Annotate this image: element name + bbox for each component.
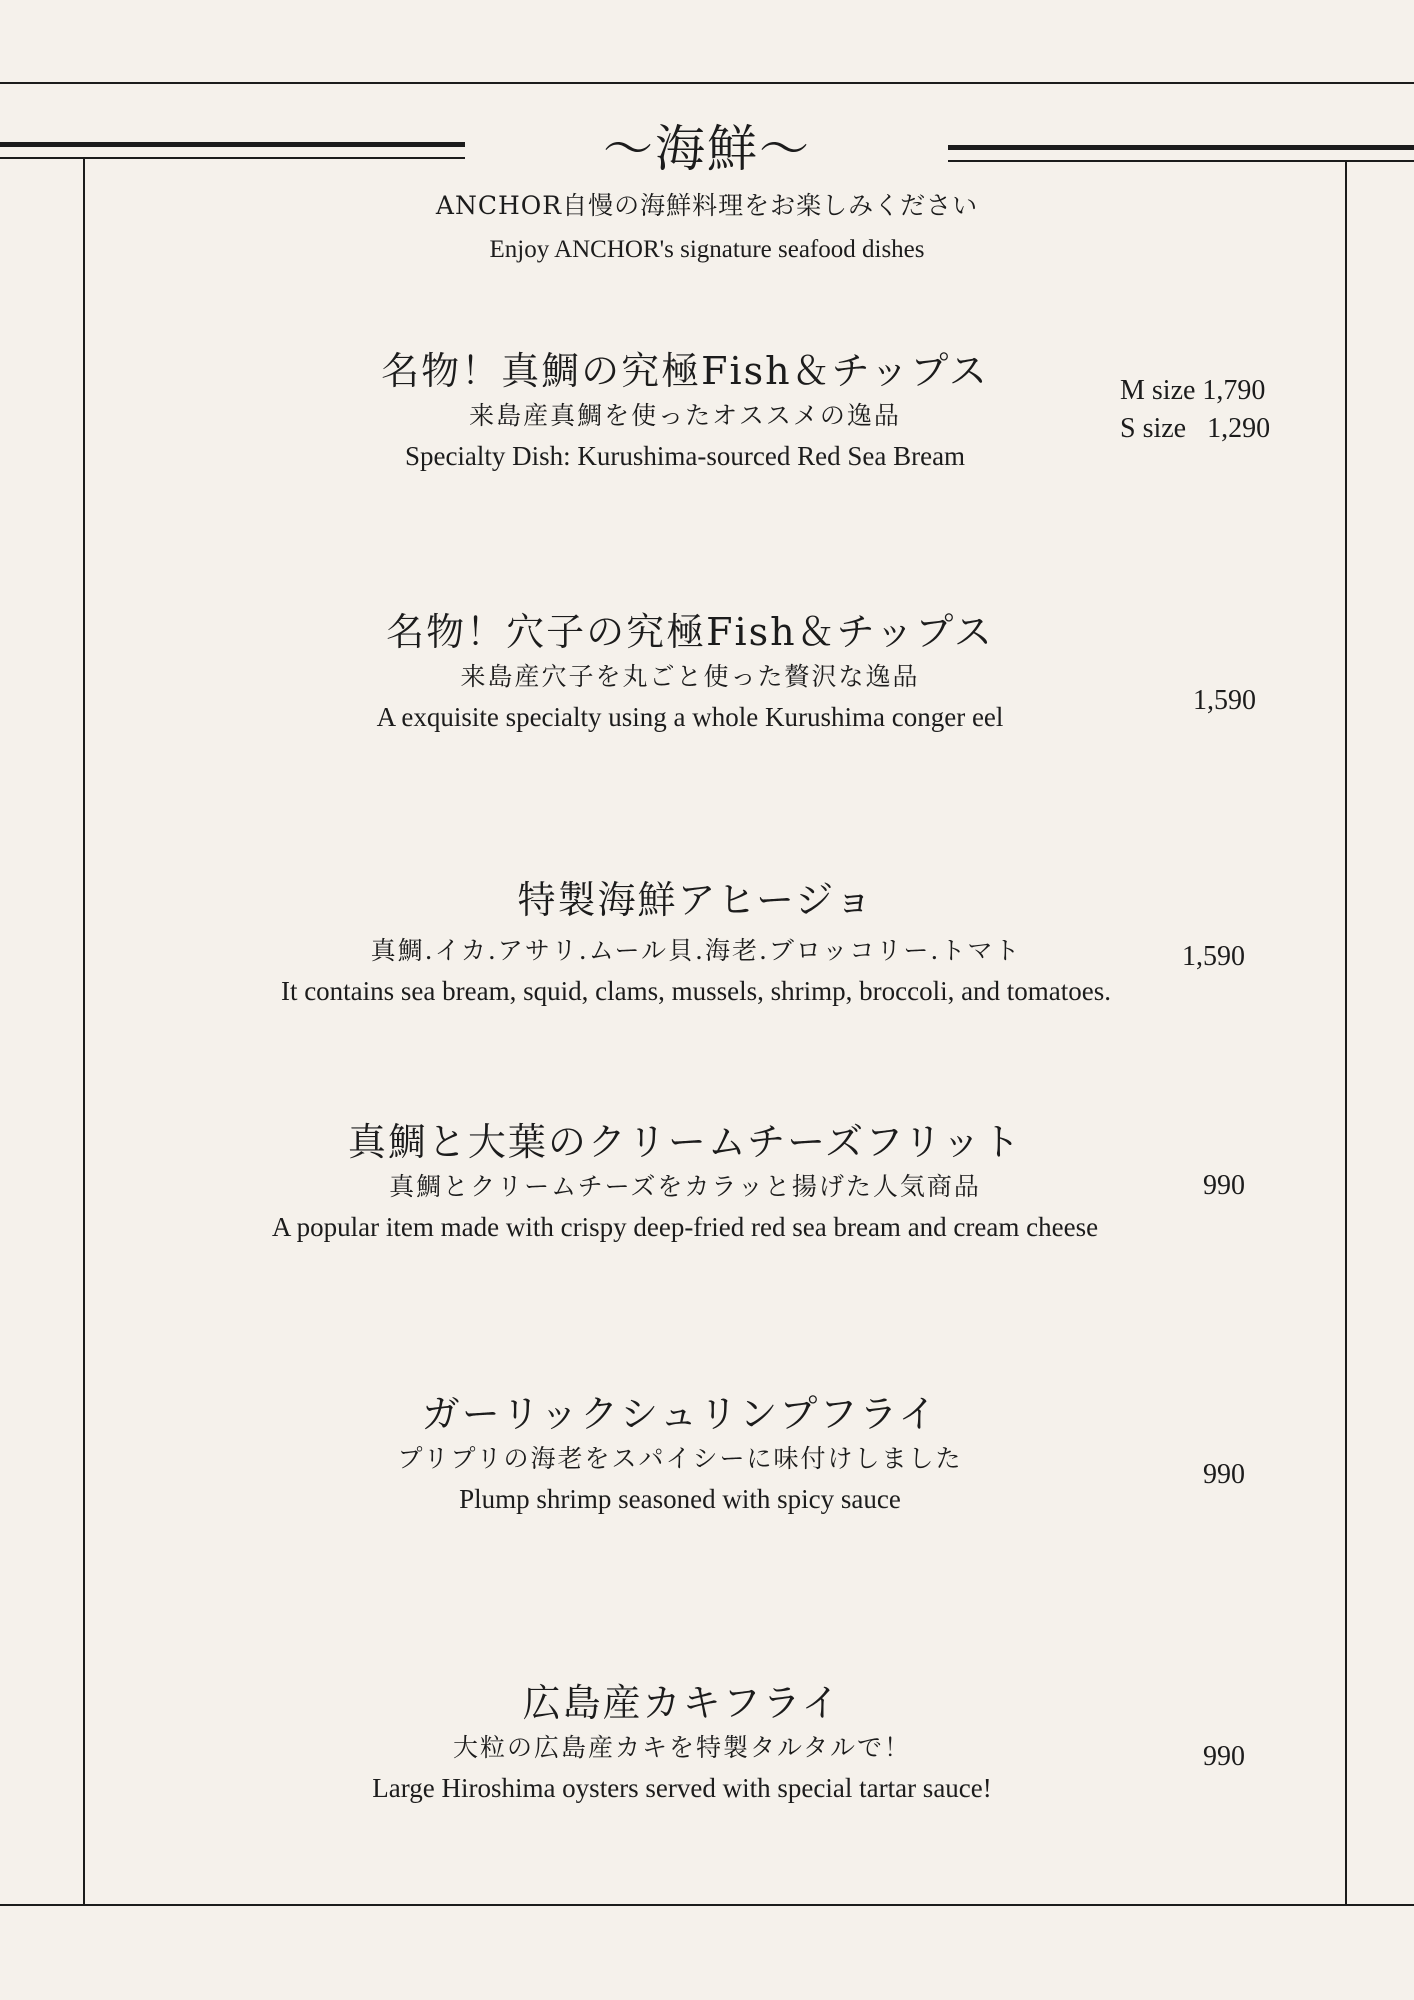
menu-item-description-jp: プリプリの海老をスパイシーに味付けしました [397,1444,963,1473]
menu-item-snapper-cheese-fritter [185,1116,1185,1248]
menu-item-description-jp: 来島産穴子を丸ごと使った贅沢な逸品 [460,662,920,691]
subtitle-english: Enjoy ANCHOR's signature seafood dishes [489,236,925,263]
menu-item-description-en: Plump shrimp seasoned with spicy sauce [459,1484,901,1514]
menu-item-oyster-fry [182,1677,1182,1809]
menu-item-description-jp: 真鯛.イカ.アサリ.ムール貝.海老.ブロッコリー.トマト [370,936,1022,965]
page-title: 〜海鮮〜 [603,120,811,178]
price-s-size: S size 1,290 [1120,413,1271,444]
menu-item-seafood-ajillo [196,874,1196,1012]
menu-item-description-en: It contains sea bream, squid, clams, mussels, shrimp, broccoli, and tomatoes. [280,976,1112,1006]
menu-item-description-en: Specialty Dish: Kurushima-sourced Red Sea Bream [404,441,966,471]
menu-item-price: 990 [1203,1170,1245,1201]
menu-item-snapper-fish-chips [185,345,1185,477]
menu-item-name: 真鯛と大葉のクリームチーズフリット [347,1120,1023,1164]
menu-item-price: 990 [1203,1459,1245,1490]
menu-item-description-en: A exquisite specialty using a whole Kurushima conger eel [376,702,1004,732]
menu-item-description-jp: 大粒の広島産カキを特製タルタルで！ [452,1733,911,1762]
top-border-line [0,82,1414,84]
menu-item-name: 特製海鮮アヒージョ [517,878,875,922]
menu-item-price: 990 [1203,1741,1245,1772]
menu-item-description-en: Large Hiroshima oysters served with special tartar sauce! [372,1773,992,1803]
menu-item-price: 1,590 [1193,685,1256,716]
menu-item-name: 名物！穴子の究極Fish＆チップス [386,610,994,654]
menu-item-description-en: A popular item made with crispy deep-fried red sea bream and cream cheese [271,1212,1099,1242]
subtitle-japanese: ANCHOR自慢の海鮮料理をお楽しみください [435,191,979,220]
price-m-size: M size 1,790 [1120,375,1266,406]
menu-item-conger-fish-chips [190,606,1190,738]
bottom-border-line [0,1904,1414,1906]
left-frame-line [83,158,85,1906]
menu-item-garlic-shrimp-fry [180,1388,1180,1520]
menu-item-price-sizes [1120,372,1270,448]
menu-item-description-jp: 来島産真鯛を使ったオススメの逸品 [469,401,901,430]
menu-item-price: 1,590 [1182,941,1245,972]
menu-item-name: ガーリックシュリンプフライ [421,1392,939,1436]
menu-item-name: 広島産カキフライ [522,1681,842,1725]
menu-item-name: 名物！真鯛の究極Fish＆チップス [381,349,989,393]
right-frame-line [1345,162,1347,1906]
menu-item-description-jp: 真鯛とクリームチーズをカラッと揚げた人気商品 [389,1172,981,1201]
